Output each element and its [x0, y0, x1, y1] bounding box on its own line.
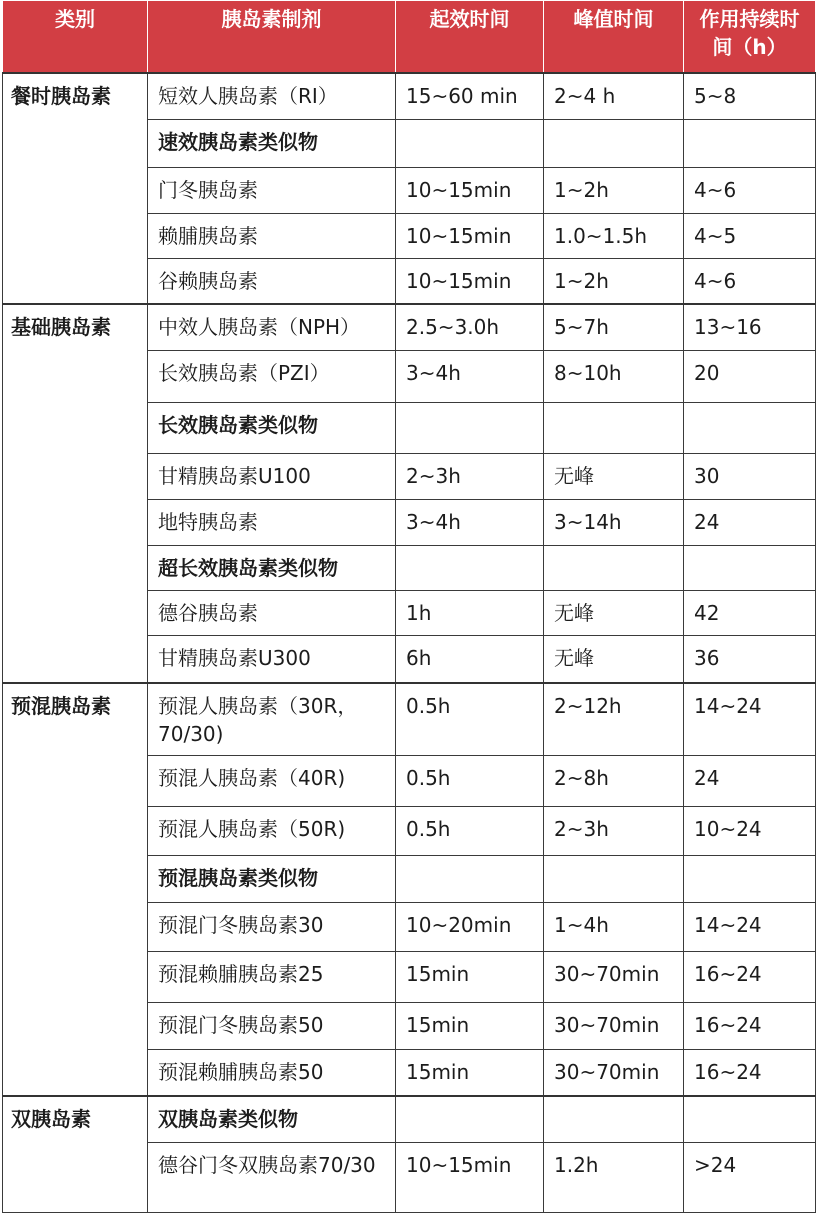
header-onset: 起效时间 — [396, 1, 544, 73]
preparation-name: 谷赖胰岛素 — [148, 259, 396, 304]
subgroup-label: 预混胰岛素类似物 — [148, 856, 396, 903]
preparation-name: 预混赖脯胰岛素25 — [148, 952, 396, 1003]
preparation-name: 预混人胰岛素（50R) — [148, 807, 396, 856]
peak-cell: 30~70min — [544, 952, 684, 1003]
preparation-name: 预混赖脯胰岛素50 — [148, 1050, 396, 1096]
duration-cell: 20 — [684, 351, 816, 403]
duration-cell — [684, 120, 816, 168]
onset-cell: 15min — [396, 1050, 544, 1096]
peak-cell: 1~2h — [544, 168, 684, 214]
preparation-name: 长效胰岛素（PZI） — [148, 351, 396, 403]
onset-cell: 10~20min — [396, 903, 544, 952]
table-body — [3, 73, 816, 1213]
duration-cell: 5~8 — [684, 73, 816, 120]
onset-cell — [396, 403, 544, 454]
header-duration: 作用持续时间（h） — [684, 1, 816, 73]
preparation-name: 德谷胰岛素 — [148, 591, 396, 636]
peak-cell: 2~8h — [544, 756, 684, 807]
duration-cell — [684, 546, 816, 591]
duration-cell — [684, 403, 816, 454]
duration-cell: 42 — [684, 591, 816, 636]
preparation-name: 地特胰岛素 — [148, 500, 396, 546]
header-category: 类别 — [3, 1, 148, 73]
onset-cell: 3~4h — [396, 351, 544, 403]
onset-cell: 15~60 min — [396, 73, 544, 120]
preparation-name: 门冬胰岛素 — [148, 168, 396, 214]
onset-cell: 0.5h — [396, 756, 544, 807]
subgroup-label: 速效胰岛素类似物 — [148, 120, 396, 168]
preparation-name: 预混门冬胰岛素50 — [148, 1003, 396, 1050]
peak-cell: 无峰 — [544, 591, 684, 636]
onset-cell: 2.5~3.0h — [396, 304, 544, 351]
onset-cell: 10~15min — [396, 168, 544, 214]
peak-cell — [544, 120, 684, 168]
preparation-name: 中效人胰岛素（NPH） — [148, 304, 396, 351]
duration-cell: 13~16 — [684, 304, 816, 351]
peak-cell: 无峰 — [544, 636, 684, 683]
header-row — [3, 1, 816, 73]
peak-cell — [544, 856, 684, 903]
category-cell: 基础胰岛素 — [3, 304, 148, 683]
duration-cell: 36 — [684, 636, 816, 683]
category-cell: 预混胰岛素 — [3, 683, 148, 1096]
duration-cell: 14~24 — [684, 903, 816, 952]
onset-cell: 10~15min — [396, 214, 544, 259]
preparation-name: 预混门冬胰岛素30 — [148, 903, 396, 952]
peak-cell: 30~70min — [544, 1003, 684, 1050]
duration-cell: 4~6 — [684, 168, 816, 214]
header-peak: 峰值时间 — [544, 1, 684, 73]
onset-cell — [396, 120, 544, 168]
duration-cell: >24 — [684, 1143, 816, 1213]
category-cell: 双胰岛素 — [3, 1096, 148, 1213]
table-row — [3, 304, 816, 351]
onset-cell: 10~15min — [396, 1143, 544, 1213]
table-row — [3, 73, 816, 120]
onset-cell: 10~15min — [396, 259, 544, 304]
peak-cell: 1.0~1.5h — [544, 214, 684, 259]
preparation-name: 赖脯胰岛素 — [148, 214, 396, 259]
onset-cell: 6h — [396, 636, 544, 683]
onset-cell: 2~3h — [396, 454, 544, 500]
subgroup-label: 超长效胰岛素类似物 — [148, 546, 396, 591]
duration-cell: 24 — [684, 500, 816, 546]
preparation-name: 预混人胰岛素（40R) — [148, 756, 396, 807]
duration-cell: 4~5 — [684, 214, 816, 259]
duration-cell: 16~24 — [684, 1050, 816, 1096]
table-header — [3, 1, 816, 73]
onset-cell — [396, 546, 544, 591]
peak-cell: 1.2h — [544, 1143, 684, 1213]
duration-cell: 14~24 — [684, 683, 816, 756]
peak-cell: 2~12h — [544, 683, 684, 756]
duration-cell: 10~24 — [684, 807, 816, 856]
duration-cell — [684, 1096, 816, 1143]
table-row — [3, 683, 816, 756]
peak-cell — [544, 1096, 684, 1143]
duration-cell: 16~24 — [684, 952, 816, 1003]
peak-cell — [544, 403, 684, 454]
peak-cell: 5~7h — [544, 304, 684, 351]
duration-cell: 24 — [684, 756, 816, 807]
onset-cell: 0.5h — [396, 683, 544, 756]
peak-cell: 3~14h — [544, 500, 684, 546]
header-preparation: 胰岛素制剂 — [148, 1, 396, 73]
duration-cell: 16~24 — [684, 1003, 816, 1050]
preparation-name: 短效人胰岛素（RI） — [148, 73, 396, 120]
onset-cell — [396, 856, 544, 903]
insulin-table — [2, 0, 816, 1213]
peak-cell: 无峰 — [544, 454, 684, 500]
onset-cell: 0.5h — [396, 807, 544, 856]
preparation-name: 德谷门冬双胰岛素70/30 — [148, 1143, 396, 1213]
duration-cell: 30 — [684, 454, 816, 500]
onset-cell: 1h — [396, 591, 544, 636]
onset-cell: 3~4h — [396, 500, 544, 546]
preparation-name: 甘精胰岛素U100 — [148, 454, 396, 500]
subgroup-label: 长效胰岛素类似物 — [148, 403, 396, 454]
preparation-name: 甘精胰岛素U300 — [148, 636, 396, 683]
duration-cell — [684, 856, 816, 903]
peak-cell: 30~70min — [544, 1050, 684, 1096]
duration-cell: 4~6 — [684, 259, 816, 304]
peak-cell: 2~4 h — [544, 73, 684, 120]
onset-cell: 15min — [396, 952, 544, 1003]
preparation-name: 预混人胰岛素（30R，70/30) — [148, 683, 396, 756]
peak-cell: 1~4h — [544, 903, 684, 952]
peak-cell: 1~2h — [544, 259, 684, 304]
category-cell: 餐时胰岛素 — [3, 73, 148, 304]
onset-cell — [396, 1096, 544, 1143]
peak-cell: 2~3h — [544, 807, 684, 856]
subheader-row — [3, 1096, 816, 1143]
subgroup-label: 双胰岛素类似物 — [148, 1096, 396, 1143]
onset-cell: 15min — [396, 1003, 544, 1050]
peak-cell — [544, 546, 684, 591]
peak-cell: 8~10h — [544, 351, 684, 403]
